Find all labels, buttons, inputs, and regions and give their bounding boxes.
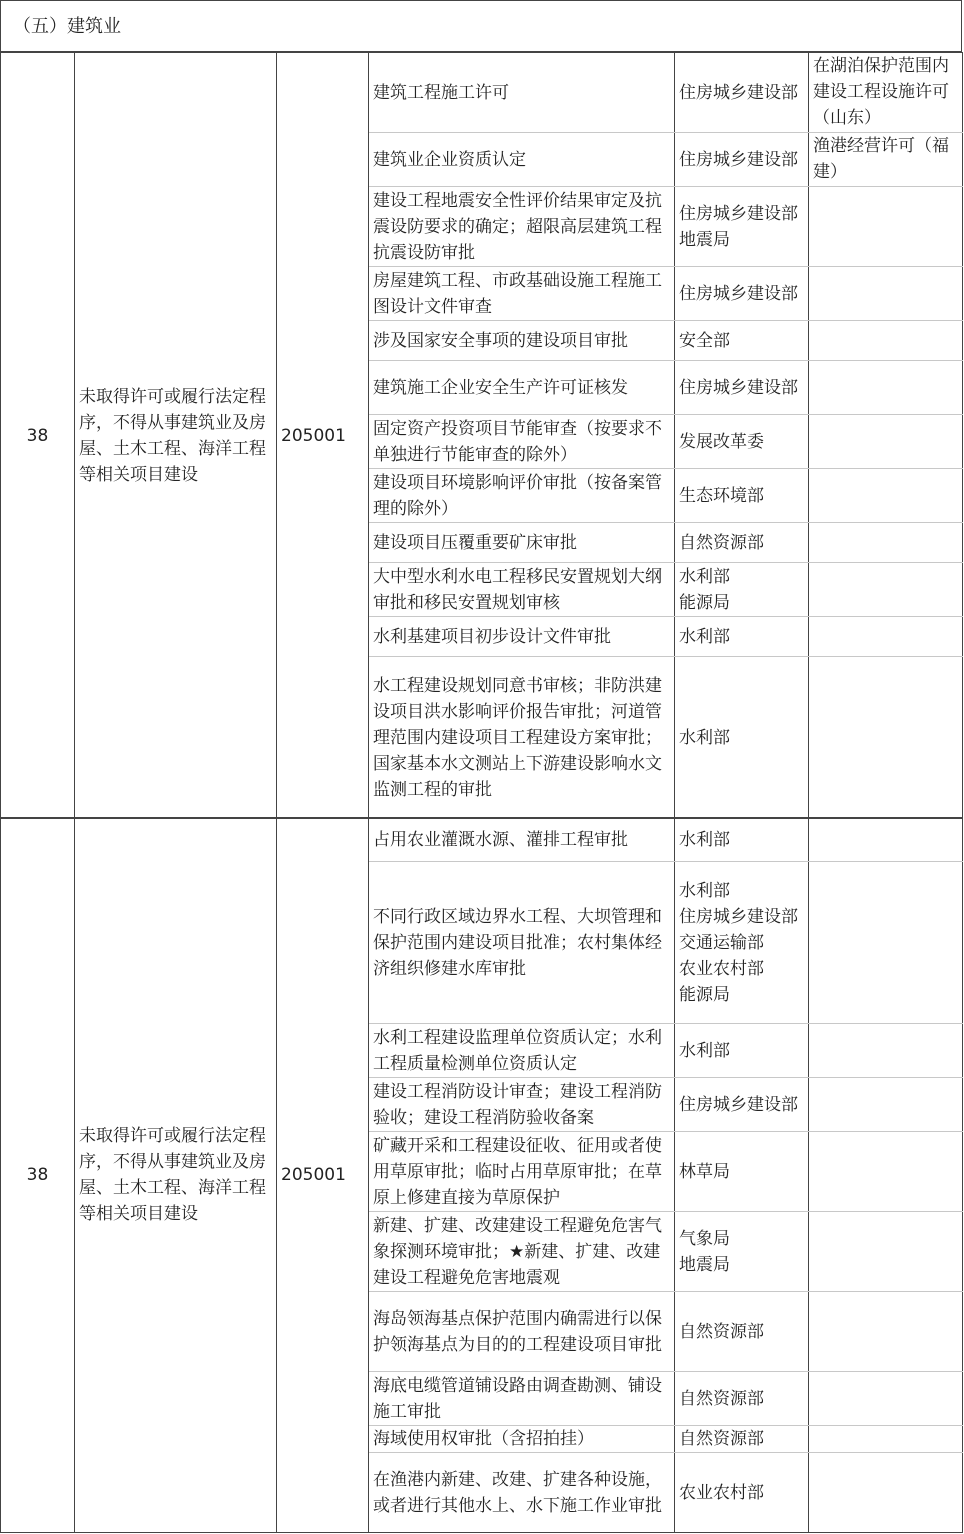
- local-note: 渔港经营许可（福建）: [809, 133, 963, 187]
- department: 住房城乡建设部: [675, 267, 809, 321]
- permit-item: 水工程建设规划同意书审核；非防洪建设项目洪水影响评价报告审批；河道管理范围内建设项目工程建设方案审批；国家基本水文测站上下游建设影响水文监测工程的审批: [369, 657, 675, 819]
- measure-text: 未取得许可或履行法定程序，不得从事建筑业及房屋、土木工程、海洋工程等相关项目建设: [75, 818, 277, 1533]
- table-row: [1, 53, 963, 133]
- department: 水利部 住房城乡建设部 交通运输部 农业农村部 能源局: [675, 862, 809, 1024]
- measure-code: 205001: [277, 53, 369, 819]
- local-note: [809, 862, 963, 1024]
- local-note: [809, 1212, 963, 1292]
- department: 水利部: [675, 1024, 809, 1078]
- local-note: [809, 1453, 963, 1533]
- local-note: 在湖泊保护范围内建设工程设施许可（山东）: [809, 53, 963, 133]
- permit-item: 建设项目压覆重要矿床审批: [369, 523, 675, 563]
- permit-item: 固定资产投资项目节能审查（按要求不单独进行节能审查的除外）: [369, 415, 675, 469]
- local-note: [809, 617, 963, 657]
- department: 农业农村部: [675, 1453, 809, 1533]
- local-note: [809, 1078, 963, 1132]
- permit-item: 在渔港内新建、改建、扩建各种设施，或者进行其他水上、水下施工作业审批: [369, 1453, 675, 1533]
- table-row: [1, 818, 963, 862]
- department: 住房城乡建设部: [675, 133, 809, 187]
- department: 自然资源部: [675, 523, 809, 563]
- permit-item: 不同行政区域边界水工程、大坝管理和保护范围内建设项目批准；农村集体经济组织修建水库审批: [369, 862, 675, 1024]
- permit-item: 建设项目环境影响评价审批（按备案管理的除外）: [369, 469, 675, 523]
- local-note: [809, 1024, 963, 1078]
- permit-item: 涉及国家安全事项的建设项目审批: [369, 321, 675, 361]
- local-note: [809, 321, 963, 361]
- permit-item: 建筑施工企业安全生产许可证核发: [369, 361, 675, 415]
- department: 林草局: [675, 1132, 809, 1212]
- permit-item: 房屋建筑工程、市政基础设施工程施工图设计文件审查: [369, 267, 675, 321]
- department: 自然资源部: [675, 1372, 809, 1426]
- permit-item: 海岛领海基点保护范围内确需进行以保护领海基点为目的的工程建设项目审批: [369, 1292, 675, 1372]
- department: 住房城乡建设部: [675, 361, 809, 415]
- department: 水利部: [675, 818, 809, 862]
- local-note: [809, 1292, 963, 1372]
- row-number: 38: [1, 818, 75, 1533]
- permit-item: 大中型水利水电工程移民安置规划大纲审批和移民安置规划审核: [369, 563, 675, 617]
- permit-item: 新建、扩建、改建建设工程避免危害气象探测环境审批；★新建、扩建、改建建设工程避免危害地震观: [369, 1212, 675, 1292]
- department: 自然资源部: [675, 1292, 809, 1372]
- department: 生态环境部: [675, 469, 809, 523]
- department: 安全部: [675, 321, 809, 361]
- local-note: [809, 1132, 963, 1212]
- permit-item: 海域使用权审批（含招拍挂）: [369, 1426, 675, 1453]
- permit-item: 建设工程地震安全性评价结果审定及抗震设防要求的确定；超限高层建筑工程抗震设防审批: [369, 187, 675, 267]
- local-note: [809, 523, 963, 563]
- section-title: （五）建筑业: [0, 0, 962, 52]
- permit-item: 占用农业灌溉水源、灌排工程审批: [369, 818, 675, 862]
- local-note: [809, 415, 963, 469]
- department: 水利部 能源局: [675, 563, 809, 617]
- local-note: [809, 1372, 963, 1426]
- local-note: [809, 267, 963, 321]
- department: 自然资源部: [675, 1426, 809, 1453]
- local-note: [809, 187, 963, 267]
- local-note: [809, 1426, 963, 1453]
- local-note: [809, 818, 963, 862]
- permit-table-2: [0, 817, 963, 1533]
- department: 住房城乡建设部: [675, 53, 809, 133]
- measure-code: 205001: [277, 818, 369, 1533]
- permit-table-1: [0, 52, 963, 819]
- measure-text: 未取得许可或履行法定程序，不得从事建筑业及房屋、土木工程、海洋工程等相关项目建设: [75, 53, 277, 819]
- department: 发展改革委: [675, 415, 809, 469]
- department: 住房城乡建设部: [675, 1078, 809, 1132]
- local-note: [809, 563, 963, 617]
- permit-item: 建筑业企业资质认定: [369, 133, 675, 187]
- row-number: 38: [1, 53, 75, 819]
- department: 住房城乡建设部 地震局: [675, 187, 809, 267]
- permit-item: 水利基建项目初步设计文件审批: [369, 617, 675, 657]
- local-note: [809, 469, 963, 523]
- permit-item: 建设工程消防设计审查；建设工程消防验收；建设工程消防验收备案: [369, 1078, 675, 1132]
- permit-item: 建筑工程施工许可: [369, 53, 675, 133]
- local-note: [809, 361, 963, 415]
- permit-item: 海底电缆管道铺设路由调查勘测、铺设施工审批: [369, 1372, 675, 1426]
- department: 气象局 地震局: [675, 1212, 809, 1292]
- local-note: [809, 657, 963, 819]
- department: 水利部: [675, 657, 809, 819]
- permit-item: 矿藏开采和工程建设征收、征用或者使用草原审批；临时占用草原审批；在草原上修建直接为草原保护: [369, 1132, 675, 1212]
- department: 水利部: [675, 617, 809, 657]
- permit-item: 水利工程建设监理单位资质认定；水利工程质量检测单位资质认定: [369, 1024, 675, 1078]
